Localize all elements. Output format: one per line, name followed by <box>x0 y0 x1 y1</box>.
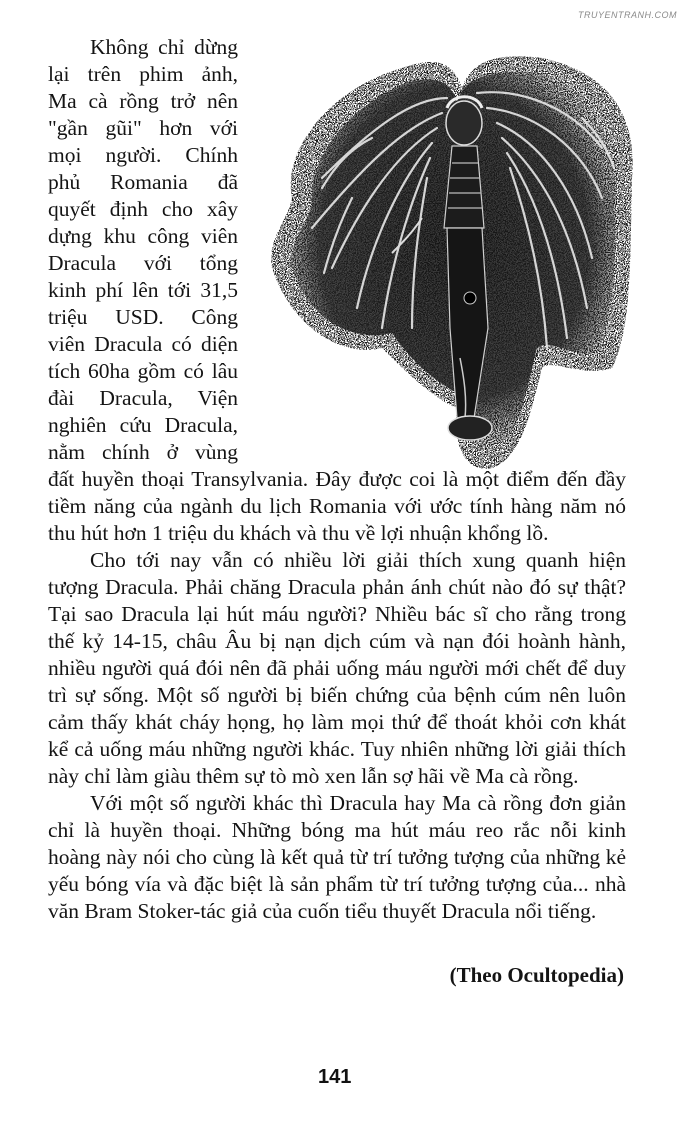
text-line: đài Dracula, Viện <box>48 386 238 410</box>
page-number: 141 <box>318 1066 352 1088</box>
text-line: Tại sao Dracula lại hút máu người? Nhiều bác sĩ cho rằng trong <box>48 602 626 626</box>
text-line: Cho tới nay vẫn có nhiều lời giải thích xung quanh hiện <box>90 548 626 572</box>
text-line: hoàng này nói cho cùng là kết quả từ trí tưởng tượng của những kẻ <box>48 845 626 869</box>
text-line: đất huyền thoại Transylvania. Đây được coi là một điểm đến đầy <box>48 467 626 491</box>
text-line: trì sự sống. Một số người bị biến chứng của bệnh cúm nên luôn <box>48 683 626 707</box>
paragraph-2 <box>48 547 626 790</box>
text-line: chỉ là huyền thoại. Những bóng ma hút máu reo rắc nỗi kinh <box>48 818 626 842</box>
watermark: TRUYENTRANH.COM <box>578 10 677 20</box>
text-line: triệu USD. Công <box>48 305 238 329</box>
paragraph-3 <box>48 790 626 925</box>
text-line: cảm thấy khát cháy họng, họ làm mọi thứ để thoát khỏi cơn khát <box>48 710 626 734</box>
text-line: thế kỷ 14-15, châu Âu bị nạn dịch cúm và nạn đói hoành hành, <box>48 629 626 653</box>
text-line: dựng khu công viên <box>48 224 238 248</box>
text-line: nằm chính ở vùng <box>48 440 238 464</box>
text-line: Dracula với tổng <box>48 251 238 275</box>
text-line: văn Bram Stoker-tác giả của cuốn tiểu thuyết Dracula nổi tiếng. <box>48 899 597 923</box>
text-line: viên Dracula có diện <box>48 332 238 356</box>
text-line: yếu bóng vía và đặc biệt là sản phẩm từ trí tưởng tượng của... nhà <box>48 872 626 896</box>
text-line: kể cả uống máu những người khác. Tuy nhiên những lời giải thích <box>48 737 626 761</box>
text-line: lại trên phim ảnh, <box>48 62 238 86</box>
text-line: Không chỉ dừng <box>90 35 238 59</box>
text-line: Ma cà rồng trở nên <box>48 89 238 113</box>
text-line: mọi người. Chính <box>48 143 238 167</box>
text-line: phủ Romania đã <box>48 170 238 194</box>
paragraph-1-wide <box>48 466 626 547</box>
article-body <box>48 34 626 925</box>
paragraph-1-narrow <box>48 34 626 466</box>
text-line: thu hút hơn 1 triệu du khách và thu về lợi nhuận khổng lồ. <box>48 521 549 545</box>
text-line: tượng Dracula. Phải chăng Dracula phản ánh chút nào đó sự thật? <box>48 575 626 599</box>
text-line: tích 60ha gồm có lâu <box>48 359 238 383</box>
text-line: kinh phí lên tới 31,5 <box>48 278 238 302</box>
text-line: quyết định cho xây <box>48 197 238 221</box>
text-line: "gần gũi" hơn với <box>48 116 238 140</box>
text-line: tiềm năng của ngành du lịch Romania với ước tính hàng năm nó <box>48 494 626 518</box>
source-citation: (Theo Ocultopedia) <box>449 963 624 987</box>
text-line: Với một số người khác thì Dracula hay Ma cà rồng đơn giản <box>90 791 626 815</box>
text-line: này chỉ làm giàu thêm sự tò mò xen lẫn sợ hãi về Ma cà rồng. <box>48 764 579 788</box>
text-line: nhiều người quá đói nên đã phải uống máu người mới chết để duy <box>48 656 626 680</box>
text-line: nghiên cứu Dracula, <box>48 413 238 437</box>
